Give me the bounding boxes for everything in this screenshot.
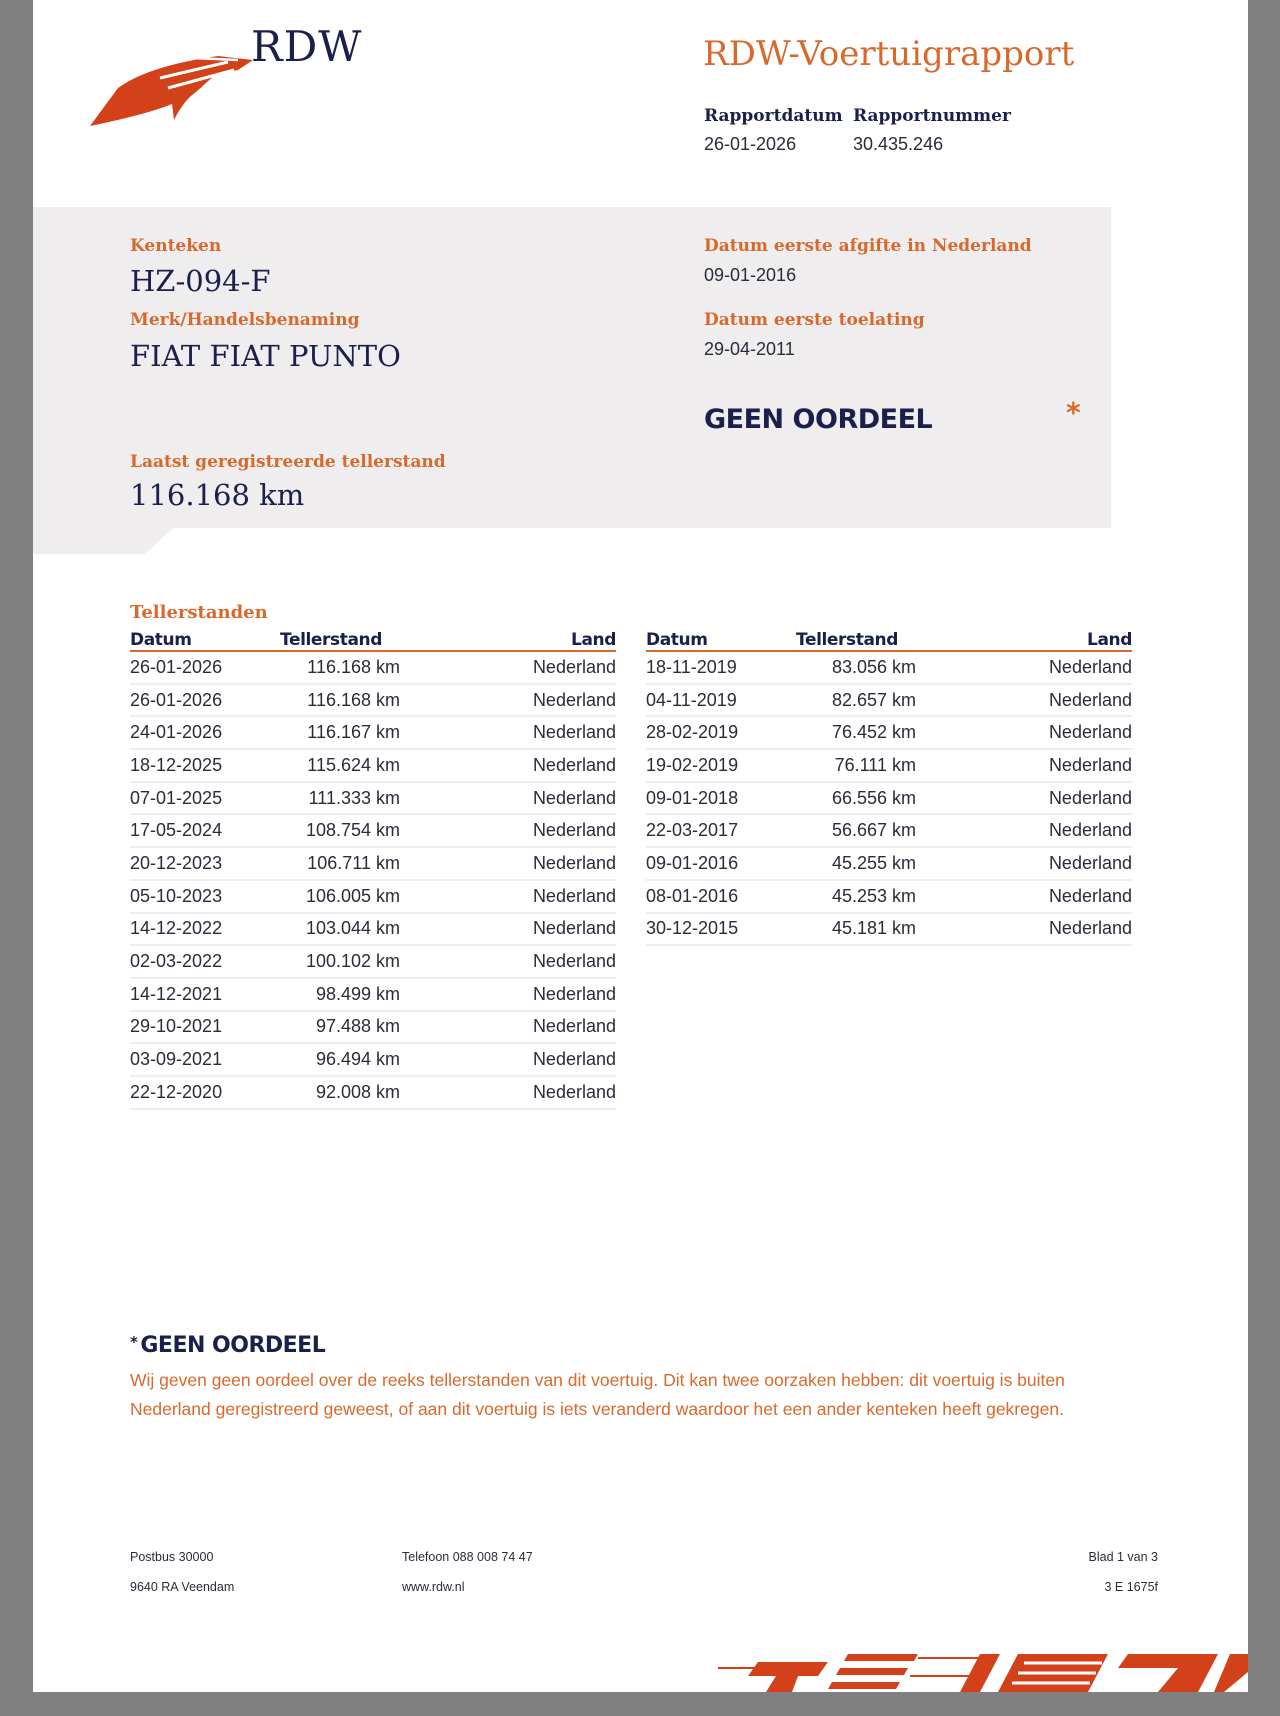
cell-country: Nederland [532, 689, 616, 710]
table-row [646, 717, 1132, 750]
cell-date: 17-05-2024 [130, 820, 223, 841]
plate-value: HZ-094-F [130, 264, 271, 298]
cell-reading: 76.111 km [834, 754, 916, 775]
brand-label: Merk/Handelsbenaming [130, 310, 360, 330]
cell-country: Nederland [532, 983, 616, 1004]
odometer-table-left [130, 630, 616, 1110]
first-issue-nl-label: Datum eerste afgifte in Nederland [704, 236, 1032, 256]
column-header-date: Datum [646, 630, 708, 650]
report-page [33, 0, 1248, 1692]
cell-reading: 45.181 km [831, 918, 916, 939]
cell-date: 09-01-2018 [646, 787, 739, 808]
verdict-status: GEEN OORDEEL [704, 404, 933, 435]
plate-label: Kenteken [130, 236, 222, 256]
panel-tab-decoration [33, 528, 173, 554]
cell-date: 14-12-2022 [130, 918, 223, 939]
cell-date: 05-10-2023 [130, 885, 223, 906]
cell-country: Nederland [1048, 689, 1132, 710]
cell-country: Nederland [1048, 918, 1132, 939]
column-header-country: Land [1087, 630, 1132, 650]
table-row [130, 1077, 616, 1110]
footer-document-code: 3 E 1675f [1104, 1580, 1158, 1594]
cell-reading: 56.667 km [831, 820, 916, 841]
report-date-value: 26-01-2026 [704, 134, 797, 154]
cell-country: Nederland [1048, 722, 1132, 743]
cell-reading: 106.711 km [307, 852, 400, 873]
cell-date: 18-12-2025 [130, 754, 223, 775]
table-row [130, 815, 616, 848]
cell-country: Nederland [532, 754, 616, 775]
cell-reading: 115.624 km [307, 754, 400, 775]
cell-country: Nederland [1048, 885, 1132, 906]
first-admission-value: 29-04-2011 [704, 339, 795, 359]
footnote-title [130, 1333, 325, 1358]
report-number [853, 106, 1011, 155]
last-odometer-value: 116.168 km [130, 478, 305, 512]
cell-date: 09-01-2016 [646, 852, 739, 873]
cell-date: 19-02-2019 [646, 754, 739, 775]
cell-date: 22-03-2017 [646, 820, 739, 841]
table-row [646, 750, 1132, 783]
cell-country: Nederland [532, 1081, 616, 1102]
cell-country: Nederland [532, 722, 616, 743]
table-row [130, 946, 616, 979]
footer-contact [402, 1542, 533, 1602]
brand-value: FIAT FIAT PUNTO [130, 339, 401, 373]
footer-phone: Telefoon 088 008 74 47 [402, 1550, 533, 1564]
table-row [130, 1044, 616, 1077]
cell-date: 04-11-2019 [646, 689, 737, 710]
table-row [646, 815, 1132, 848]
first-issue-nl-value: 09-01-2016 [704, 265, 797, 285]
table-row [130, 783, 616, 816]
footnote-text: Wij geven geen oordeel over de reeks tellerstanden van dit voertuig. Dit kan twee oorzaken hebben: dit voertuig is buiten Nederland geregistreerd geweest, of aan dit voertuig is iets veranderd waardoor het een ander kenteken heeft gekregen. [130, 1370, 1065, 1419]
report-date [704, 106, 843, 155]
table-row [646, 685, 1132, 718]
cell-reading: 82.657 km [831, 689, 916, 710]
footer-address [130, 1542, 234, 1602]
cell-reading: 100.102 km [305, 951, 400, 972]
cell-country: Nederland [532, 951, 616, 972]
column-header-date: Datum [130, 630, 192, 650]
table-row [646, 783, 1132, 816]
cell-country: Nederland [532, 820, 616, 841]
odometer-section-title: Tellerstanden [130, 602, 268, 623]
cell-date: 20-12-2023 [130, 852, 223, 873]
cell-country: Nederland [532, 885, 616, 906]
rdw-stripes-decoration-icon [718, 1642, 1248, 1692]
rdw-logo-icon [88, 48, 263, 128]
column-header-country: Land [571, 630, 616, 650]
table-row [646, 848, 1132, 881]
footer-page-number: Blad 1 van 3 [1088, 1550, 1158, 1564]
cell-country: Nederland [532, 918, 616, 939]
cell-country: Nederland [1048, 656, 1132, 677]
cell-reading: 98.499 km [315, 983, 400, 1004]
cell-reading: 111.333 km [308, 787, 400, 808]
first-admission-label: Datum eerste toelating [704, 310, 925, 330]
footnote-title-text: GEEN OORDEEL [140, 1333, 326, 1358]
cell-date: 26-01-2026 [130, 656, 223, 677]
cell-reading: 116.168 km [307, 689, 400, 710]
table-row [130, 1012, 616, 1045]
logo-text: RDW [251, 22, 363, 71]
table-row [646, 652, 1132, 685]
cell-country: Nederland [1048, 820, 1132, 841]
column-header-reading: Tellerstand [796, 630, 899, 650]
table-row [130, 914, 616, 947]
cell-reading: 116.168 km [307, 656, 400, 677]
table-row [130, 848, 616, 881]
cell-date: 24-01-2026 [130, 722, 223, 743]
table-header [646, 630, 1132, 652]
report-number-value: 30.435.246 [853, 134, 944, 154]
cell-country: Nederland [1048, 852, 1132, 873]
table-row [130, 881, 616, 914]
cell-date: 26-01-2026 [130, 689, 223, 710]
verdict-footnote-marker: * [1066, 396, 1081, 429]
footer-city: 9640 RA Veendam [130, 1580, 235, 1594]
cell-reading: 45.255 km [831, 852, 916, 873]
cell-date: 03-09-2021 [130, 1049, 223, 1070]
cell-date: 22-12-2020 [130, 1081, 223, 1102]
cell-date: 29-10-2021 [130, 1016, 223, 1037]
footer-website[interactable]: www.rdw.nl [402, 1580, 465, 1594]
footnote-marker: * [130, 1333, 138, 1351]
cell-reading: 106.005 km [305, 885, 400, 906]
table-row [646, 914, 1132, 947]
report-title: RDW-Voertuigrapport [703, 34, 1075, 74]
cell-country: Nederland [1048, 754, 1132, 775]
cell-reading: 83.056 km [831, 656, 916, 677]
cell-date: 02-03-2022 [130, 951, 223, 972]
cell-reading: 108.754 km [305, 820, 400, 841]
table-header [130, 630, 616, 652]
cell-country: Nederland [532, 1016, 616, 1037]
cell-date: 07-01-2025 [130, 787, 223, 808]
odometer-table-right [646, 630, 1132, 946]
cell-country: Nederland [532, 656, 616, 677]
cell-date: 18-11-2019 [646, 656, 737, 677]
cell-reading: 66.556 km [831, 787, 916, 808]
footer-page-info [933, 1542, 1158, 1602]
table-row [130, 685, 616, 718]
cell-date: 14-12-2021 [130, 983, 223, 1004]
cell-reading: 92.008 km [315, 1081, 400, 1102]
cell-date: 08-01-2016 [646, 885, 739, 906]
cell-reading: 96.494 km [315, 1049, 400, 1070]
table-row [130, 750, 616, 783]
cell-reading: 103.044 km [305, 918, 400, 939]
cell-country: Nederland [532, 1049, 616, 1070]
column-header-reading: Tellerstand [280, 630, 383, 650]
cell-reading: 76.452 km [831, 722, 916, 743]
last-odometer-label: Laatst geregistreerde tellerstand [130, 452, 446, 472]
report-date-label: Rapportdatum [704, 106, 843, 126]
footer-postbus: Postbus 30000 [130, 1550, 214, 1564]
cell-date: 28-02-2019 [646, 722, 739, 743]
cell-reading: 45.253 km [831, 885, 916, 906]
table-row [130, 652, 616, 685]
cell-date: 30-12-2015 [646, 918, 739, 939]
cell-reading: 97.488 km [315, 1016, 400, 1037]
cell-country: Nederland [1048, 787, 1132, 808]
cell-reading: 116.167 km [307, 722, 400, 743]
table-row [646, 881, 1132, 914]
cell-country: Nederland [532, 787, 616, 808]
table-row [130, 979, 616, 1012]
cell-country: Nederland [532, 852, 616, 873]
table-row [130, 717, 616, 750]
report-number-label: Rapportnummer [853, 106, 1011, 126]
